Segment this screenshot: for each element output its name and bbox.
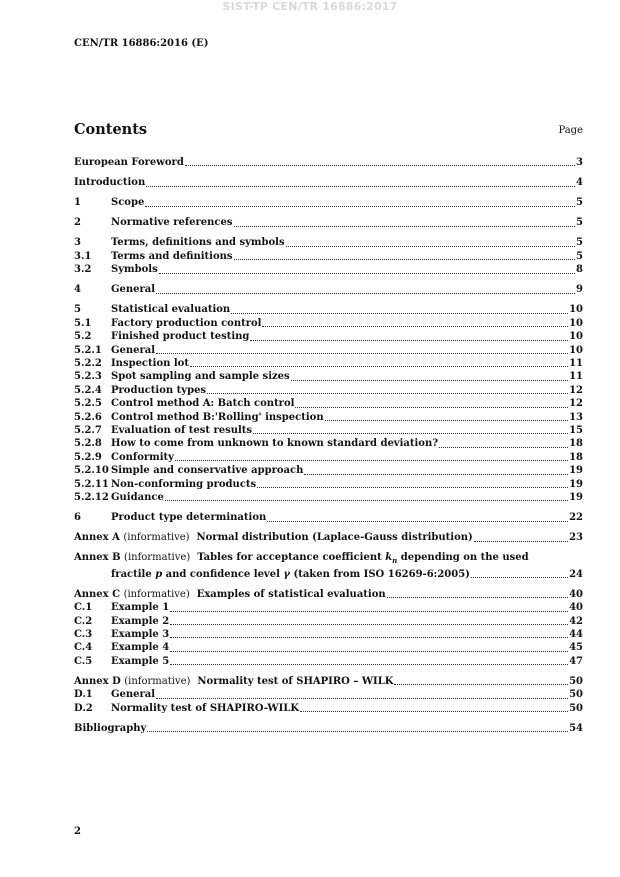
toc-entry-page: 22 bbox=[569, 512, 583, 524]
toc-entry-page: 50 bbox=[569, 675, 583, 687]
toc-entry[interactable] bbox=[74, 216, 583, 229]
toc-entry-title: Example 5 bbox=[111, 655, 170, 667]
toc-entry-page: 18 bbox=[569, 451, 583, 463]
annex-b-title-line1: Annex B (informative) Tables for acceptance coefficient $k_n$ depending on the used bbox=[74, 552, 529, 566]
toc-entry-page: 42 bbox=[569, 615, 583, 627]
toc-entry-title: Inspection lot bbox=[111, 358, 189, 369]
toc-entry-page: 5 bbox=[576, 197, 583, 209]
toc-annex-b[interactable] bbox=[74, 551, 583, 567]
toc-entry-page: 3 bbox=[576, 157, 583, 168]
toc-entry-number: 5.2 bbox=[74, 331, 92, 343]
toc-entry-number: 5.2.11 bbox=[74, 478, 109, 490]
toc-entry-title: Example 2 bbox=[111, 615, 170, 627]
toc-entry-page: 19 bbox=[569, 465, 583, 477]
toc-entry[interactable] bbox=[74, 451, 583, 464]
toc-entry[interactable] bbox=[74, 370, 583, 383]
toc-entry[interactable] bbox=[74, 357, 583, 370]
toc-entry-title: Normative references bbox=[111, 217, 233, 229]
toc-entry-title: Statistical evaluation bbox=[111, 304, 231, 316]
toc-entry-number: 5.1 bbox=[74, 317, 92, 329]
toc-entry-page: 4 bbox=[576, 177, 583, 189]
toc-entry-number: D.1 bbox=[74, 689, 93, 701]
toc-entry[interactable] bbox=[74, 384, 583, 397]
toc-entry-page: 40 bbox=[569, 588, 583, 600]
toc-entry[interactable] bbox=[74, 250, 583, 263]
toc-entry[interactable] bbox=[74, 688, 583, 701]
toc-entry-number: 6 bbox=[74, 512, 81, 524]
toc-entry[interactable] bbox=[74, 176, 583, 189]
annex-c-title: Annex C (informative) Examples of statistical evaluation bbox=[74, 588, 386, 600]
toc-entry-number: D.2 bbox=[74, 702, 93, 714]
toc-entry[interactable] bbox=[74, 196, 583, 209]
toc-entry-page: 45 bbox=[569, 642, 583, 654]
toc-entry-page: 19 bbox=[569, 492, 583, 504]
toc-entry-title: Product type determination bbox=[111, 512, 267, 524]
toc-entry-page: 11 bbox=[569, 371, 583, 383]
toc-entry-number: C.4 bbox=[74, 642, 93, 654]
toc-entry[interactable] bbox=[74, 655, 583, 668]
contents-title: Contents bbox=[74, 121, 148, 138]
toc-entry-title: Introduction bbox=[74, 177, 146, 189]
toc-entry[interactable] bbox=[74, 601, 583, 614]
toc-entry-title: Production types bbox=[111, 384, 207, 396]
toc-entry[interactable] bbox=[74, 478, 583, 491]
toc-annex-a[interactable] bbox=[74, 531, 583, 544]
toc-entry[interactable] bbox=[74, 303, 583, 316]
toc-entry-title: Evaluation of test results bbox=[111, 425, 253, 437]
toc-entry-page: 50 bbox=[569, 702, 583, 714]
toc-entry-page: 47 bbox=[569, 655, 583, 667]
annex-d-title: Annex D (informative) Normality test of SHAPIRO – WILK bbox=[74, 675, 394, 687]
toc-entry[interactable] bbox=[74, 330, 583, 343]
toc-entry-page: 15 bbox=[569, 425, 583, 437]
toc-entry-title: Scope bbox=[111, 197, 145, 209]
toc-entry-title: Finished product testing bbox=[111, 331, 250, 343]
toc-entry[interactable] bbox=[74, 702, 583, 715]
toc-entry-number: 5.2.9 bbox=[74, 451, 102, 463]
toc-entry-number: 5.2.12 bbox=[74, 492, 109, 504]
toc-entry-number: 5.2.1 bbox=[74, 344, 102, 356]
toc-entry[interactable] bbox=[74, 283, 583, 296]
toc-entry[interactable] bbox=[74, 424, 583, 437]
toc-entry-title: Guidance bbox=[111, 492, 164, 504]
toc-entry[interactable] bbox=[74, 317, 583, 330]
toc-entry-page: 10 bbox=[569, 317, 583, 329]
toc-entry-title: How to come from unknown to known standard deviation? bbox=[111, 438, 439, 450]
toc-entry-page: 12 bbox=[569, 384, 583, 396]
toc-entry-page: 10 bbox=[569, 344, 583, 356]
toc-entry-title: Control method A: Batch control bbox=[111, 398, 295, 410]
toc-entry[interactable] bbox=[74, 344, 583, 357]
toc-entry-number: 5.2.2 bbox=[74, 358, 102, 369]
toc-entry-title: Terms, definitions and symbols bbox=[111, 237, 285, 249]
toc-entry-page: 54 bbox=[569, 722, 583, 734]
toc-entry-title: Example 4 bbox=[111, 642, 170, 654]
toc-entry-number: 5.2.4 bbox=[74, 384, 102, 396]
toc-entry-page: 5 bbox=[576, 250, 583, 262]
toc-entry-title: Symbols bbox=[111, 264, 158, 276]
toc-entry-title: Example 3 bbox=[111, 629, 170, 641]
toc-entry-page: 19 bbox=[569, 478, 583, 490]
toc-entry-page: 8 bbox=[576, 264, 583, 276]
toc-entry-number: 5.2.10 bbox=[74, 465, 109, 477]
toc-entry-number: 5 bbox=[74, 304, 81, 316]
toc-entry-title: General bbox=[111, 689, 156, 701]
toc-entry-page: 18 bbox=[569, 438, 583, 450]
toc-entry-number: 1 bbox=[74, 197, 81, 209]
toc-entry[interactable] bbox=[74, 628, 583, 641]
toc-entry-number: 3.1 bbox=[74, 250, 92, 262]
toc-entry-number: C.3 bbox=[74, 629, 93, 641]
toc-entry[interactable] bbox=[74, 491, 583, 504]
toc-entry-title: Normality test of SHAPIRO-WILK bbox=[111, 702, 300, 714]
toc-entry-page: 23 bbox=[569, 532, 583, 544]
toc-entry-number: C.5 bbox=[74, 655, 93, 667]
toc-annex-c[interactable] bbox=[74, 588, 583, 601]
toc-entry-page: 24 bbox=[569, 568, 583, 580]
toc-entry[interactable] bbox=[74, 437, 583, 450]
toc-entry-page: 5 bbox=[576, 217, 583, 229]
toc-annex-d[interactable] bbox=[74, 675, 583, 688]
toc-entry-page: 10 bbox=[569, 331, 583, 343]
page-number: 2 bbox=[74, 826, 81, 837]
toc-entry-page: 9 bbox=[576, 284, 583, 296]
watermark: SIST-TP CEN/TR 16886:2017 bbox=[222, 0, 398, 13]
annex-b-title-line2: fractile p and confidence level γ (taken from ISO 16269-6:2005) bbox=[111, 568, 470, 580]
toc-entry[interactable] bbox=[74, 722, 583, 735]
toc-entry[interactable] bbox=[74, 511, 583, 524]
document-id: CEN/TR 16886:2016 (E) bbox=[74, 38, 209, 49]
toc-entry-page: 50 bbox=[569, 689, 583, 701]
toc-entry-number: 2 bbox=[74, 217, 81, 229]
toc-entry-number: 5.2.6 bbox=[74, 411, 102, 423]
toc-entry-page: 10 bbox=[569, 304, 583, 316]
toc-entry[interactable] bbox=[74, 464, 583, 477]
toc-entry-title: Non-conforming products bbox=[111, 478, 257, 490]
toc-entry[interactable] bbox=[74, 641, 583, 654]
toc-entry-page: 40 bbox=[569, 602, 583, 614]
toc-entry[interactable] bbox=[74, 263, 583, 276]
toc-entry-title: Terms and definitions bbox=[111, 250, 233, 262]
toc-entry-number: 3 bbox=[74, 237, 81, 249]
toc-entry-number: C.2 bbox=[74, 615, 93, 627]
toc-entry-number: 3.2 bbox=[74, 264, 92, 276]
toc-entry-page: 5 bbox=[576, 237, 583, 249]
toc-entry-page: 13 bbox=[569, 411, 583, 423]
annex-a-title: Annex A (informative) Normal distribution (Laplace-Gauss distribution) bbox=[74, 532, 473, 544]
toc-entry-title: Bibliography bbox=[74, 722, 147, 734]
toc-annex-b-cont[interactable] bbox=[74, 568, 583, 581]
page-column-header: Page bbox=[558, 125, 583, 136]
toc-entry-title: Factory production control bbox=[111, 317, 262, 329]
toc-entry-number: 5.2.8 bbox=[74, 438, 102, 450]
toc-entry-number: 5.2.7 bbox=[74, 425, 102, 437]
toc-entry-page: 12 bbox=[569, 398, 583, 410]
toc-entry-page: 44 bbox=[569, 629, 583, 641]
toc-entry-title: Example 1 bbox=[111, 602, 170, 614]
toc-entry-title: General bbox=[111, 344, 156, 356]
toc-entry-page: 11 bbox=[569, 358, 583, 369]
table-of-contents bbox=[74, 156, 583, 735]
toc-entry-number: 5.2.5 bbox=[74, 398, 102, 410]
toc-entry-title: Spot sampling and sample sizes bbox=[111, 371, 290, 383]
toc-entry[interactable] bbox=[74, 615, 583, 628]
toc-entry[interactable] bbox=[74, 156, 583, 169]
toc-entry-title: Simple and conservative approach bbox=[111, 465, 304, 477]
toc-entry[interactable] bbox=[74, 397, 583, 410]
toc-entry-number: 5.2.3 bbox=[74, 371, 102, 383]
toc-entry-title: Control method B:'Rolling' inspection bbox=[111, 411, 324, 423]
toc-entry-number: C.1 bbox=[74, 602, 93, 614]
toc-entry-title: Conformity bbox=[111, 451, 174, 463]
toc-entry-title: European Foreword bbox=[74, 157, 184, 168]
toc-entry[interactable] bbox=[74, 236, 583, 249]
toc-entry-title: General bbox=[111, 284, 156, 296]
toc-entry[interactable] bbox=[74, 411, 583, 424]
toc-entry-number: 4 bbox=[74, 284, 81, 296]
